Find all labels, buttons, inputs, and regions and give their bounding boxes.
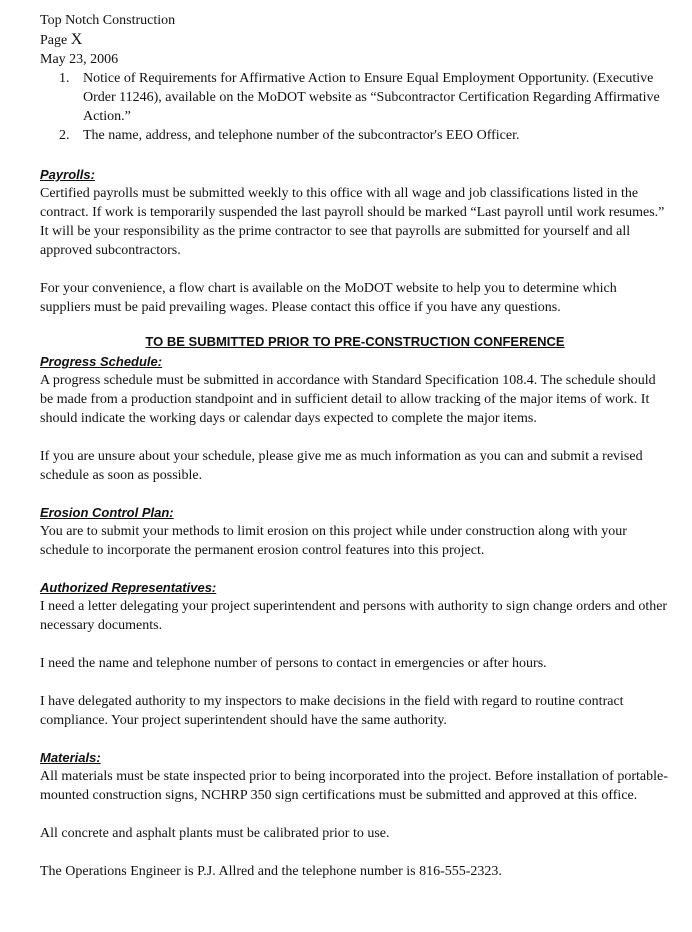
- list-item-number: 1.: [59, 71, 70, 86]
- letter-date: May 23, 2006: [40, 52, 119, 67]
- company-name: Top Notch Construction: [40, 13, 176, 28]
- materials-paragraph-1: All materials must be state inspected prior to being incorporated into the project. Before installation of portable-mounted construction signs, NCHRP 350 sign certifications must be submitted and approved at this office.: [40, 769, 668, 803]
- progress-schedule-paragraph-2: If you are unsure about your schedule, please give me as much information as you can and submit a revised schedule as soon as possible.: [40, 449, 643, 483]
- authorized-representatives-paragraph-2: I need the name and telephone number of persons to contact in emergencies or after hours.: [40, 656, 547, 671]
- erosion-control-heading: Erosion Control Plan:: [40, 505, 174, 520]
- materials-paragraph-2: All concrete and asphalt plants must be calibrated prior to use.: [40, 826, 390, 841]
- authorized-representatives-paragraph-1: I need a letter delegating your project superintendent and persons with authority to sign change orders and other necessary documents.: [40, 599, 668, 633]
- erosion-control-paragraph-1: You are to submit your methods to limit erosion on this project while under construction along with your schedule to incorporate the permanent erosion control features into this project.: [40, 524, 627, 558]
- progress-schedule-heading: Progress Schedule:: [40, 354, 163, 369]
- list-item: [40, 126, 670, 145]
- progress-schedule-paragraph-1: A progress schedule must be submitted in accordance with Standard Specification 108.4. The schedule should be made from a production standpoint and in sufficient detail to allow tracking of the major items of work. It should indicate the working days or calendar days expected to complete the major items.: [40, 373, 656, 426]
- page-letter: X: [70, 31, 83, 48]
- materials-paragraph-3: The Operations Engineer is P.J. Allred and the telephone number is 816-555-2323.: [40, 864, 502, 879]
- payrolls-paragraph-2: For your convenience, a flow chart is available on the MoDOT website to help you to determine which suppliers must be paid prevailing wages. Please contact this office if you have any questions.: [40, 281, 617, 315]
- payrolls-heading: Payrolls:: [40, 167, 95, 182]
- materials-heading: Materials:: [40, 750, 101, 765]
- list-item: [40, 69, 670, 126]
- list-item-text: The name, address, and telephone number of the subcontractor's EEO Officer.: [83, 128, 520, 143]
- requirements-list: [40, 69, 670, 145]
- page-prefix: Page: [40, 33, 71, 48]
- list-item-text: Notice of Requirements for Affirmative Action to Ensure Equal Employment Opportunity. (Executive Order 11246), available on the MoDOT website as “Subcontractor Certification Regarding Affirmative Action.”: [83, 71, 660, 124]
- payrolls-paragraph-1: Certified payrolls must be submitted weekly to this office with all wage and job classifications listed in the contract. If work is temporarily suspended the last payroll should be marked “Last payroll until work resumes.” It will be your responsibility as the prime contractor to see that payrolls are submitted for yourself and all approved subcontractors.: [40, 186, 665, 258]
- list-item-number: 2.: [59, 128, 70, 143]
- letter-header: [40, 11, 670, 69]
- pre-conference-heading: TO BE SUBMITTED PRIOR TO PRE-CONSTRUCTION CONFERENCE: [145, 334, 565, 349]
- authorized-representatives-heading: Authorized Representatives:: [40, 580, 217, 595]
- page-number: [40, 30, 670, 50]
- authorized-representatives-paragraph-3: I have delegated authority to my inspectors to make decisions in the field with regard to routine contract compliance. Your project superintendent should have the same authority.: [40, 694, 624, 728]
- document-page: [40, 11, 670, 881]
